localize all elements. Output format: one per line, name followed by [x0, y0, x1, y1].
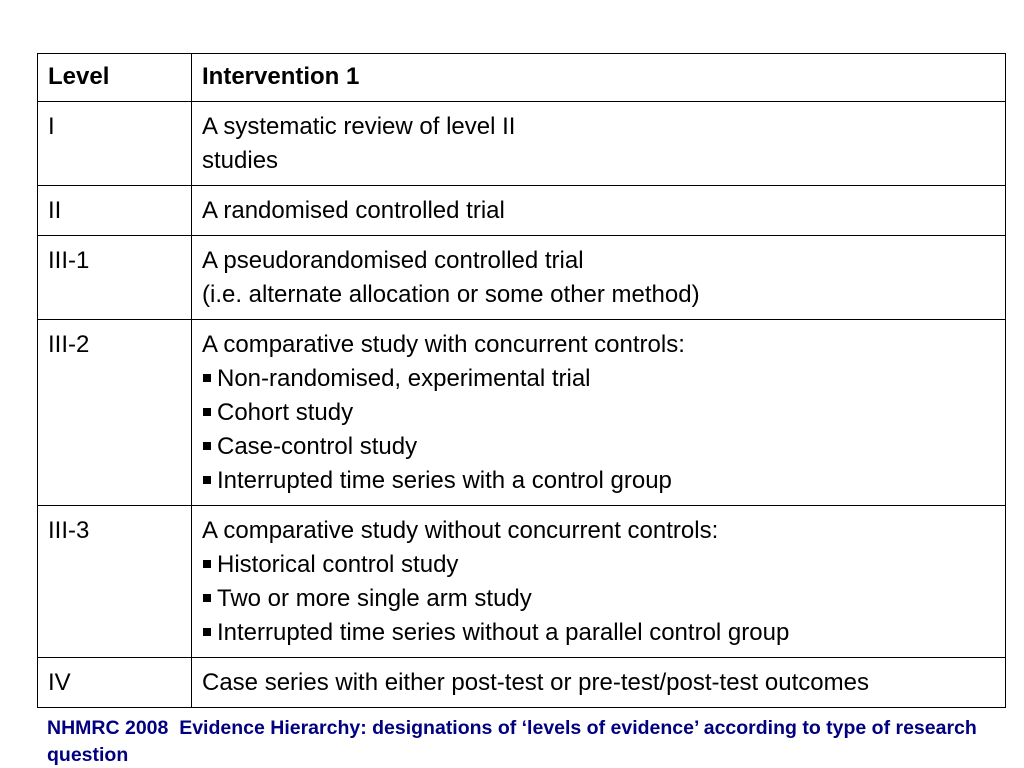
level-cell: III-1	[38, 236, 192, 320]
intervention-cell	[192, 506, 1006, 658]
square-bullet-icon	[203, 442, 211, 450]
square-bullet-icon	[203, 560, 211, 568]
evidence-hierarchy-table	[37, 53, 1006, 708]
intervention-cell	[192, 186, 1006, 236]
bullet-text: Two or more single arm study	[217, 585, 532, 612]
intervention-cell	[192, 320, 1006, 506]
intervention-cell	[192, 236, 1006, 320]
table-row	[38, 186, 1006, 236]
bullet-item	[202, 464, 995, 498]
square-bullet-icon	[203, 476, 211, 484]
bullet-text: Interrupted time series with a control group	[217, 467, 672, 494]
bullet-text: Interrupted time series without a parallel control group	[217, 619, 790, 646]
level-cell: I	[38, 102, 192, 186]
cell-line: A comparative study with concurrent controls:	[202, 331, 685, 358]
header-intervention: Intervention 1	[192, 54, 1006, 102]
bullet-item	[202, 396, 995, 430]
square-bullet-icon	[203, 408, 211, 416]
bullet-item	[202, 362, 995, 396]
level-cell: II	[38, 186, 192, 236]
square-bullet-icon	[203, 594, 211, 602]
level-cell: IV	[38, 658, 192, 708]
square-bullet-icon	[203, 628, 211, 636]
bullet-item	[202, 582, 995, 616]
cell-line: (i.e. alternate allocation or some other method)	[202, 281, 700, 308]
cell-line: A pseudorandomised controlled trial	[202, 247, 584, 274]
cell-line: A randomised controlled trial	[202, 197, 505, 224]
table-header-row	[38, 54, 1006, 102]
level-cell: III-2	[38, 320, 192, 506]
bullet-text: Case-control study	[217, 433, 418, 460]
cell-line: studies	[202, 147, 279, 174]
cell-line: Case series with either post-test or pre-test/post-test outcomes	[202, 669, 869, 696]
intervention-cell	[192, 102, 1006, 186]
intervention-cell	[192, 658, 1006, 708]
level-cell: III-3	[38, 506, 192, 658]
bullet-text: Cohort study	[217, 399, 354, 426]
table-row	[38, 102, 1006, 186]
cell-line: A systematic review of level II	[202, 113, 516, 140]
bullet-item	[202, 616, 995, 650]
table-row	[38, 320, 1006, 506]
table-caption: NHMRC 2008 Evidence Hierarchy: designations of ‘levels of evidence’ according to type of research question	[47, 717, 983, 766]
table-row	[38, 658, 1006, 708]
table-row	[38, 236, 1006, 320]
cell-line: A comparative study without concurrent controls:	[202, 517, 719, 544]
bullet-text: Non-randomised, experimental trial	[217, 365, 591, 392]
bullet-text: Historical control study	[217, 551, 459, 578]
table-row	[38, 506, 1006, 658]
header-level: Level	[38, 54, 192, 102]
square-bullet-icon	[203, 374, 211, 382]
bullet-item	[202, 548, 995, 582]
bullet-item	[202, 430, 995, 464]
